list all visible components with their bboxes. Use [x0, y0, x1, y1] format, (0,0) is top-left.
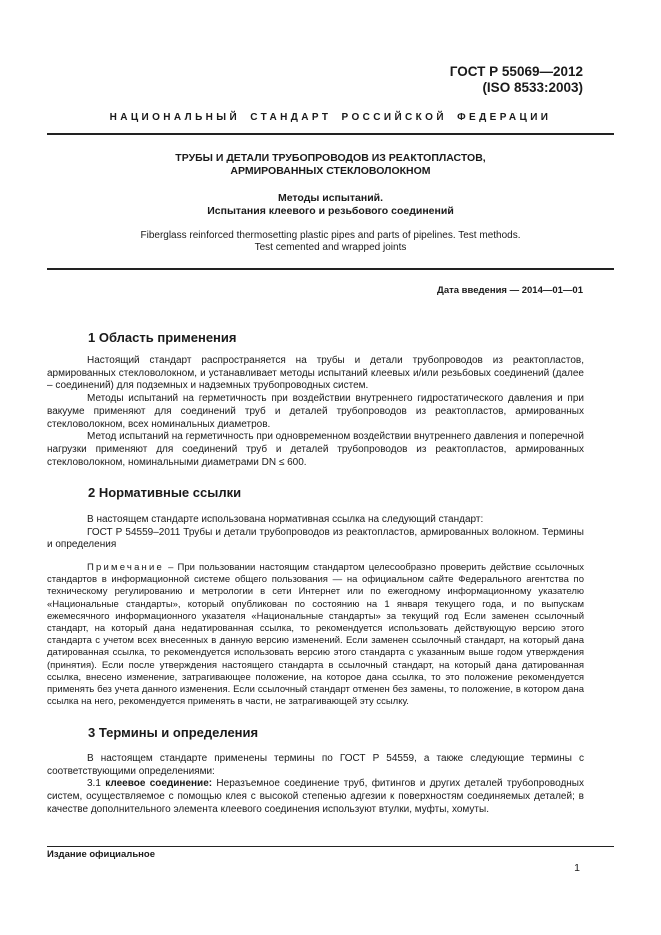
section-2-heading: 2 Нормативные ссылки [88, 485, 242, 500]
document-title-ru: ТРУБЫ И ДЕТАЛИ ТРУБОПРОВОДОВ ИЗ РЕАКТОПЛАСТОВ, АРМИРОВАННЫХ СТЕКЛОВОЛОКНОМ [175, 152, 486, 177]
section-1-body [47, 355, 584, 469]
section-1-paragraph: Метод испытаний на герметичность при одновременном воздействии внутреннего давления и поперечной нагрузки применяют для соединений труб и деталей трубопроводов из реактопластов, армированных стекловолокном, номинальными диаметрами DN ≤ 600. [47, 431, 584, 468]
document-subtitle-ru: Методы испытаний. Испытания клеевого и резьбового соединений [207, 192, 454, 217]
official-edition-label: Издание официальное [47, 849, 155, 860]
designation-iso: (ISO 8533:2003) [482, 80, 583, 95]
section-2-paragraph: ГОСТ Р 54559–2011 Трубы и детали трубопроводов из реактопластов, армированных волокном. Термины и определения [47, 526, 584, 551]
section-2-paragraph: В настоящем стандарте использована нормативная ссылка на следующий стандарт: [87, 514, 484, 525]
section-1-paragraph: Настоящий стандарт распространяется на трубы и детали трубопроводов из реактопластов, армированных стекловолокном, и устанавливает методы испытаний клеевых и/или резьбовых соединений (далее – соединений) для подземных и надземных трубопроводных систем. [47, 355, 584, 392]
designation-gost: ГОСТ Р 55069—2012 [449, 64, 583, 79]
page-number: 1 [574, 862, 580, 874]
section-2-body [47, 514, 584, 552]
note-text: – При пользовании настоящим стандартом целесообразно проверить действие ссылочных стандартов в информационной системе общего пользования — на официальном сайте Федерального агентства по техническому регулированию и метрологии в сети Интернет или по ежегодному информационному указателю «Национальные стандарты», который опубликован по состоянию на 1 января текущего года, и по выпускам ежемесячного информационного указателя «Национальные стандарты» за текущий год Если заменен ссылочный стандарт, на который дана недатированная ссылка, то рекомендуется использовать действующую версию этого стандарта с учетом всех внесенных в данную версию изменений. Если заменен ссылочный стандарт, на который дана датированная ссылка, то рекомендуется использовать версию этого стандарта с указанным выше годом утверждения (принятия). Если после утверждения настоящего стандарта в ссылочный стандарт, на который дана датированная ссылка, внесено изменение, затрагивающее положение, на которое дана ссылка, то это положение рекомендуется применять без учета данного изменения. Если ссылочный стандарт отменен без замены, то положение, в котором дана ссылка на него, рекомендуется применять в части, не затрагивающей эту ссылку. [47, 562, 584, 708]
term-name: клеевое соединение: [105, 778, 213, 790]
introduction-date: Дата введения — 2014—01—01 [437, 285, 583, 296]
title-divider [47, 268, 614, 270]
national-standard-banner: НАЦИОНАЛЬНЫЙ СТАНДАРТ РОССИЙСКОЙ ФЕДЕРАЦИИ [109, 112, 552, 123]
document-title-en: Fiberglass reinforced thermosetting plastic pipes and parts of pipelines. Test methods. Test cemented and wrapped joints [140, 230, 521, 253]
section-1-paragraph: Методы испытаний на герметичность при воздействии внутреннего гидростатического давления и при вакууме применяют для соединений труб и деталей трубопроводов из реактопластов, армированных стекловолокном, всех номинальных диаметров. [47, 393, 584, 430]
header-divider [47, 133, 614, 135]
section-1-heading: 1 Область применения [88, 330, 237, 345]
standard-designation [450, 64, 583, 96]
footer-divider [47, 846, 614, 847]
section-3-heading: 3 Термины и определения [88, 725, 259, 740]
term-definition: 3.1 клеевое соединение: Неразъемное соединение труб, фитингов и других деталей трубопроводных систем, осуществляемое с помощью клея с высокой степенью адгезии к поверхностям соединяемых деталей; в качестве дополнительного элемента клеевого соединения используют втулки, муфты, хомуты. [47, 778, 584, 815]
note-label: Примечание [87, 562, 164, 573]
section-3-paragraph: В настоящем стандарте применены термины по ГОСТ Р 54559, а также следующие термины с соответствующими определениями: [47, 753, 584, 777]
reference-note [47, 562, 584, 708]
section-3-body [47, 753, 584, 817]
term-text: Неразъемное соединение труб, фитингов и других деталей трубопроводных систем, осуществляемое с помощью клея с высокой степенью адгезии к поверхностям соединяемых деталей; в качестве дополнительного элемента клеевого соединения используют втулки, муфты, хомуты. [47, 778, 584, 815]
